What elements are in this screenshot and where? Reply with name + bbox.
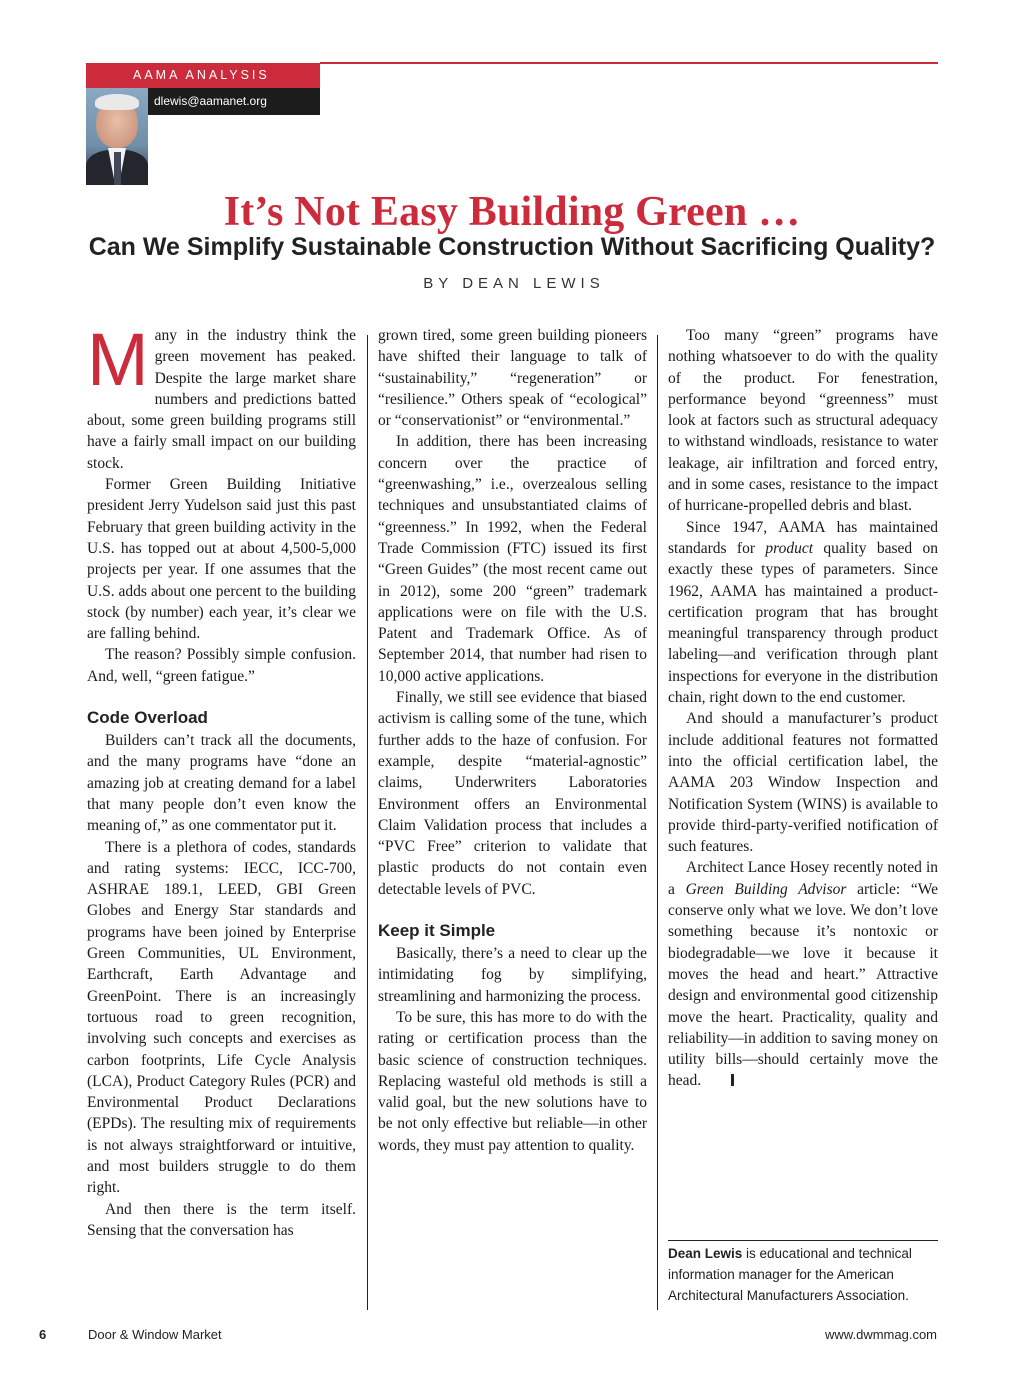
- emphasis: Green Building Advisor: [685, 880, 847, 898]
- column-2: [378, 325, 647, 1156]
- article-subtitle: Can We Simplify Sustainable Construction Without Sacrificing Quality?: [88, 233, 936, 261]
- column-divider: [367, 335, 368, 1310]
- paragraph: Finally, we still see evidence that biased activism is calling some of the tune, which further adds to the haze of confusion. For example, despite “material-agnostic” claims, Underwriters Laboratories Environment offers an Environmental Claim Validation process that includes a “PVC Free” criterion to validate that plastic products do not contain even detectable levels of PVC.: [378, 689, 647, 898]
- paragraph: And then there is the term itself. Sensing that the conversation has: [87, 1200, 356, 1239]
- paragraph: Builders can’t track all the documents, and the many programs have “done an amazing job at creating demand for a label that many people don’t even know the meaning of,” as one commentator put it.: [87, 732, 356, 835]
- author-email[interactable]: dlewis@aamanet.org: [148, 88, 320, 115]
- paragraph: There is a plethora of codes, standards and rating systems: IECC, ICC-700, ASHRAE 189.1, LEED, GBI Green Globes and Energy Star standards and programs have been joined by Enterprise Green Communities, UL Environment, Earthcraft, Earth Advantage and GreenPoint. There is an increasingly tortuous road to green recognition, involving such concepts and exercises as carbon footprints, Life Cycle Analysis (LCA), Product Category Rules (PCR) and Environmental Product Declarations (EPDs). The resulting mix of requirements is not always straightforward or intuitive, and most builders struggle to do them right.: [87, 838, 356, 1197]
- emphasis: product: [765, 539, 814, 557]
- paragraph: Since 1947, AAMA has maintained standards for product quality based on exactly these types of parameters. Since 1962, AAMA has maintained a product-certification program that has brought meaningful transparency through product labeling—and verification through plant inspections for everyone in the distribution chain, right down to the end customer.: [668, 518, 938, 707]
- paragraph: The reason? Possibly simple confusion. And, well, “green fatigue.”: [87, 646, 356, 685]
- column-1: [87, 318, 356, 1241]
- section-label: AAMA ANALYSIS: [86, 63, 320, 88]
- bio-text: is educational and technical information manager for the American Architectural Manufacturers Association.: [668, 1246, 912, 1303]
- drop-cap: M: [87, 318, 149, 401]
- paragraph: To be sure, this has more to do with the rating or certification process than the basic science of construction techniques. Replacing wasteful old methods is still a valid goal, but the new solutions have to be not only effective but reliable—in other words, they must pay attention to quality.: [378, 1008, 647, 1154]
- column-divider: [657, 335, 658, 1310]
- paragraph: In addition, there has been increasing concern over the practice of “greenwashing,” i.e., overzealous selling techniques and unsubstantiated claims of “greenness.” In 1992, when the Federal Trade Commission (FTC) issued its first “Green Guides” (the most recent came out in 2012), some 200 “green” trademark applications were on file with the U.S. Patent and Trademark Office. As of September 2014, that number had risen to 10,000 active applications.: [378, 433, 647, 685]
- bio-rule: [668, 1240, 938, 1241]
- end-mark-icon: [731, 1074, 734, 1086]
- website-link[interactable]: www.dwmmag.com: [825, 1327, 937, 1342]
- page-number: 6: [39, 1327, 47, 1342]
- paragraph: Former Green Building Initiative president Jerry Yudelson said just this past February that green building activity in the U.S. has topped out at about 4,500-5,000 projects per year. If one assumes that the U.S. adds about one percent to the building stock (by number) each year, it’s clear we are falling behind.: [87, 476, 356, 643]
- author-bio: [668, 1243, 940, 1306]
- header-rule: [320, 62, 938, 64]
- paragraph: Many in the industry think the green movement has peaked. Despite the large market share numbers and predictions batted about, some green building programs still have a fairly small impact on our building stock.: [87, 318, 356, 472]
- section-heading: Code Overload: [87, 708, 208, 728]
- bio-name: Dean Lewis: [668, 1246, 743, 1261]
- paragraph: Too many “green” programs have nothing whatsoever to do with the quality of the product. For fenestration, performance beyond “greenness” must look at factors such as structural adequacy to withstand windloads, resistance to water leakage, air infiltration and forced entry, and in some cases, resistance to the impact of hurricane-propelled debris and blast.: [668, 327, 938, 515]
- paragraph: Basically, there’s a need to clear up the intimidating fog by simplifying, streamlining and harmonizing the process.: [378, 945, 647, 1005]
- paragraph: And should a manufacturer’s product include additional features not formatted into the official certification label, the AAMA 203 Window Inspection and Notification System (WINS) is available to provide third-party-verified notification of such features.: [668, 710, 938, 856]
- article-title: It’s Not Easy Building Green …: [223, 189, 801, 235]
- column-3: [668, 325, 938, 1092]
- author-photo: [86, 88, 148, 185]
- paragraph: Architect Lance Hosey recently noted in a Green Building Advisor article: “We conserve only what we love. We don’t love something because it’s nontoxic or biodegradable—we love it because it moves the head and heart.” Attractive design and environmental good citizenship move the heart. Practicality, quality and reliability—in addition to saving money on utility bills—should certainly move the head.: [668, 859, 938, 1090]
- paragraph: grown tired, some green building pioneers have shifted their language to talk of “sustainability,” “regeneration” or “resilience.” Others speak of “ecological” or “conservationist” or “environmental.”: [378, 327, 647, 430]
- magazine-name: Door & Window Market: [88, 1327, 222, 1342]
- article-byline: BY DEAN LEWIS: [423, 275, 605, 292]
- section-heading: Keep it Simple: [378, 921, 496, 941]
